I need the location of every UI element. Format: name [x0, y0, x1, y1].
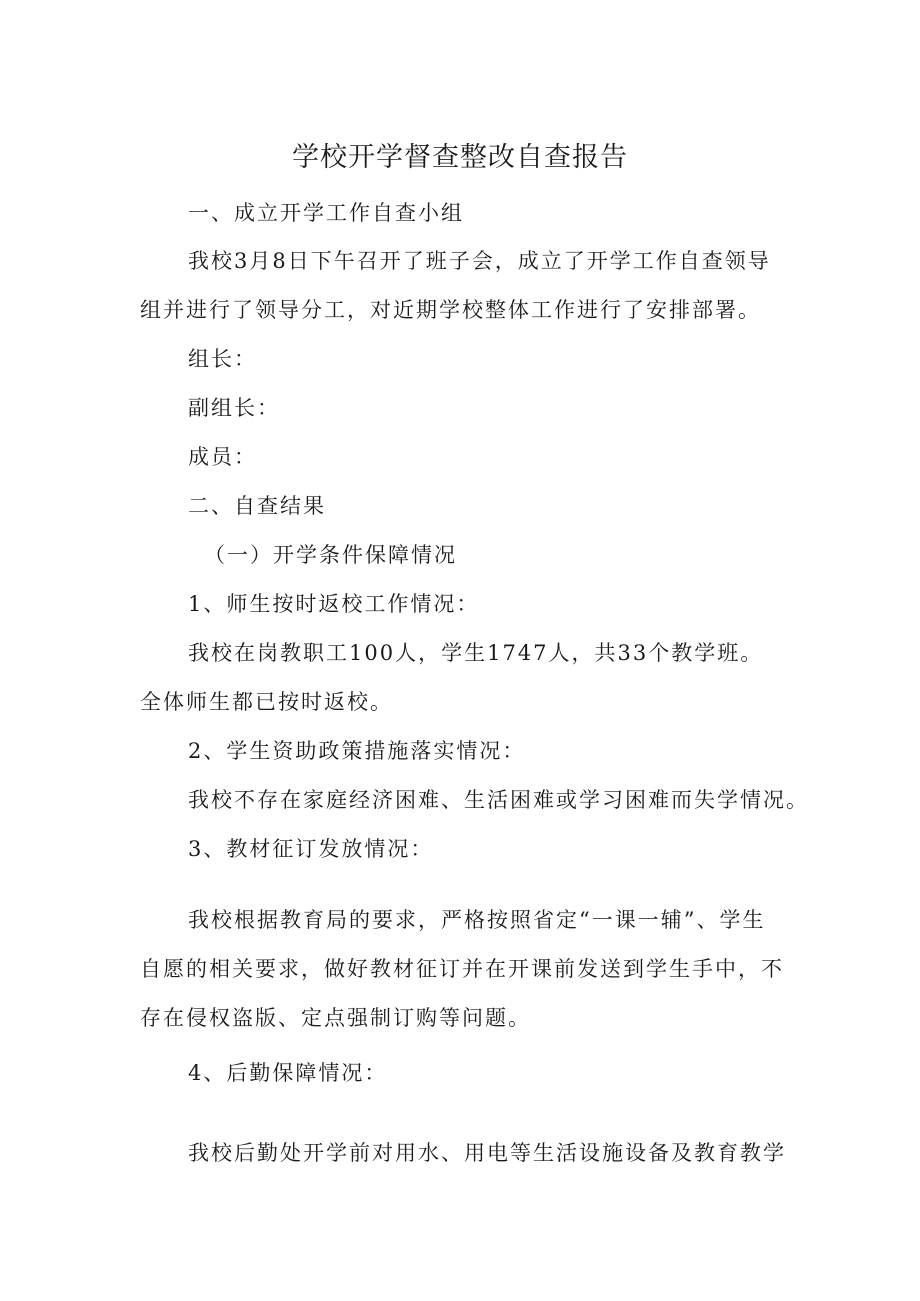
members-label: 成员：: [188, 445, 257, 469]
paragraph-line: 我校不存在家庭经济困难、生活困难或学习困难而失学情况。: [188, 788, 809, 812]
paragraph-line: 自愿的相关要求，做好教材征订并在开课前发送到学生手中，不: [140, 957, 784, 981]
leader-label: 组长：: [188, 347, 257, 371]
item-heading-4: 4、后勤保障情况：: [188, 1061, 388, 1085]
subsection-heading: （一）开学条件保障情况: [204, 543, 457, 567]
document-title: 学校开学督查整改自查报告: [292, 142, 628, 173]
paragraph-line: 全体师生都已按时返校。: [140, 690, 393, 714]
section-heading-1: 一、成立开学工作自查小组: [188, 201, 464, 225]
paragraph-line: 存在侵权盗版、定点强制订购等问题。: [140, 1006, 531, 1030]
paragraph-line: 组并进行了领导分工，对近期学校整体工作进行了安排部署。: [140, 298, 761, 322]
item-heading-2: 2、学生资助政策措施落实情况：: [188, 739, 526, 763]
item-heading-3: 3、教材征订发放情况：: [188, 837, 434, 861]
item-heading-1: 1、师生按时返校工作情况：: [188, 592, 480, 616]
deputy-leader-label: 副组长：: [188, 396, 280, 420]
paragraph-line: 我校根据教育局的要求，严格按照省定“一课一辅”、学生: [188, 908, 766, 932]
paragraph-line: 我校后勤处开学前对用水、用电等生活设施设备及教育教学: [188, 1141, 786, 1165]
section-heading-2: 二、自查结果: [188, 494, 326, 518]
paragraph-line: 我校3月8日下午召开了班子会，成立了开学工作自查领导: [188, 249, 771, 273]
paragraph-line: 我校在岗教职工100人，学生1747人，共33个教学班。: [188, 641, 764, 665]
